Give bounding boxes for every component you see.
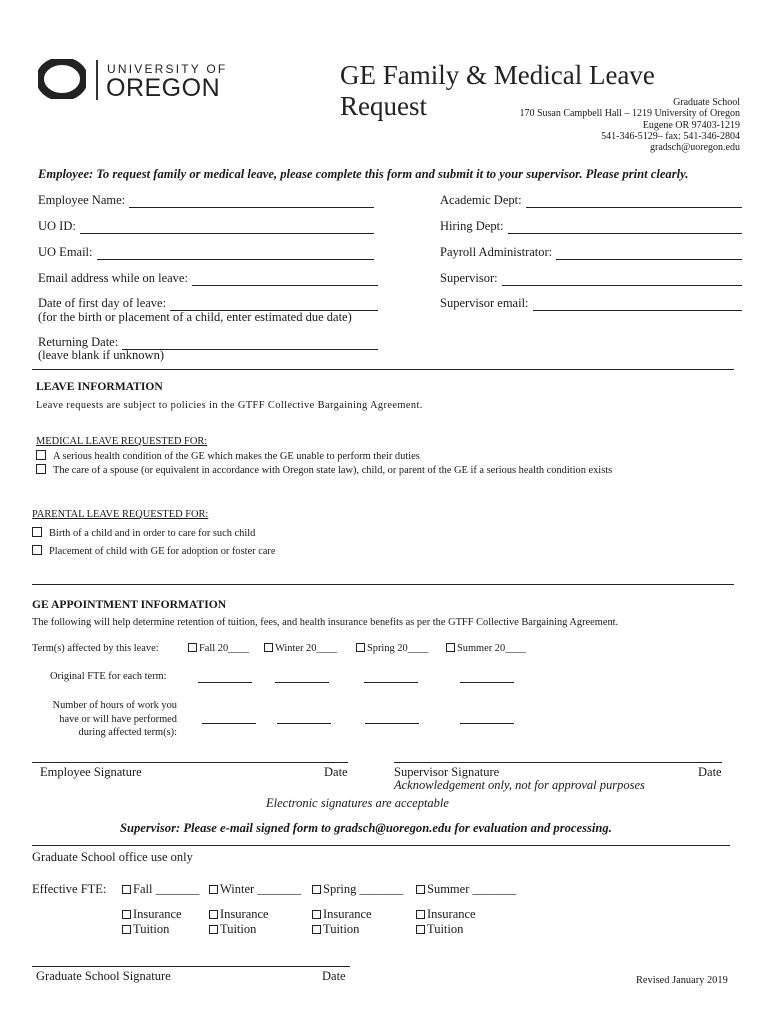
checkbox[interactable] [32,527,42,537]
checkbox[interactable] [312,910,321,919]
supervisor-email-note: Supervisor: Please e-mail signed form to gradsch@uoregon.edu for evaluation and processing. [120,821,612,835]
hours-label-line: Number of hours of work you [52,700,177,711]
winter-tuition[interactable] [209,922,256,937]
checkbox[interactable] [36,464,46,474]
hours-label-line: during affected term(s): [78,727,177,738]
checkbox[interactable] [416,910,425,919]
fte-spring-blank[interactable] [364,673,418,683]
term-label: Summer 20____ [457,643,526,654]
checkbox[interactable] [122,885,131,894]
office-term-spring[interactable] [312,882,403,897]
hours-fall-blank[interactable] [202,714,256,724]
first-day-note: (for the birth or placement of a child, enter estimated due date) [38,310,352,324]
uo-email-field[interactable] [38,245,374,260]
returning-note: (leave blank if unknown) [38,348,165,362]
appointment-text: The following will help determine retention of tuition, fees, and health insurance benefits as per the GTFF Collective Bargaining Agreement. [32,617,619,628]
fall-insurance[interactable] [122,907,182,922]
tuition-label: Tuition [133,922,170,936]
office-use-heading: Graduate School office use only [32,850,193,864]
supervisor-signature-line[interactable] [394,762,722,763]
employee-signature-label: Employee Signature [40,765,142,779]
parental-option-1[interactable] [32,527,255,539]
payroll-admin-field[interactable] [440,245,742,260]
address-line: 170 Susan Campbell Hall – 1219 University of Oregon [519,108,740,120]
academic-dept-field[interactable] [440,193,742,208]
returning-date-label: Returning Date: [38,335,119,349]
hours-summer-blank[interactable] [460,714,514,724]
address-line: gradsch@uoregon.edu [649,142,740,154]
first-day-label: Date of first day of leave: [38,296,167,310]
supervisor-email-field[interactable] [440,296,742,311]
uo-email-label: UO Email: [38,245,93,259]
electronic-note: Electronic signatures are acceptable [266,796,449,810]
logo-university-of: UNIVERSITY OF [107,62,228,76]
academic-dept-label: Academic Dept: [440,193,522,207]
insurance-label: Insurance [323,907,372,921]
employee-name-field[interactable] [38,193,374,208]
logo-divider [96,60,98,100]
uo-id-field[interactable] [38,219,374,234]
supervisor-field[interactable] [440,271,742,286]
email-on-leave-line[interactable] [192,276,378,286]
insurance-label: Insurance [133,907,182,921]
instructions: Employee: To request family or medical leave, please complete this form and submit it to your supervisor. Please print clearly. [38,167,689,181]
term-summer[interactable] [446,643,526,654]
effective-fte-label: Effective FTE: [32,882,107,896]
term-label: Spring 20____ [367,643,429,654]
term-fall[interactable] [188,643,249,654]
email-on-leave-field[interactable] [38,271,378,286]
address-line: Graduate School [673,97,740,108]
checkbox[interactable] [122,925,131,934]
office-term-label: Spring _______ [323,882,404,896]
uo-id-line[interactable] [80,224,374,234]
checkbox[interactable] [32,545,42,555]
parental-leave-heading: PARENTAL LEAVE REQUESTED FOR: [32,509,209,520]
logo-oregon: OREGON [106,74,221,102]
checkbox[interactable] [416,925,425,934]
grad-school-signature-label: Graduate School Signature [36,969,171,983]
hours-label [32,699,177,740]
winter-insurance[interactable] [209,907,269,922]
hiring-dept-label: Hiring Dept: [440,219,504,233]
parental-option-label: Birth of a child and in order to care for such child [49,528,256,539]
checkbox[interactable] [188,643,197,652]
page-title: GE Family & Medical Leave Request [340,60,655,121]
fte-fall-blank[interactable] [198,673,252,683]
fall-tuition[interactable] [122,922,169,937]
fte-summer-blank[interactable] [460,673,514,683]
employee-signature-line[interactable] [32,762,348,763]
office-term-winter[interactable] [209,882,301,897]
academic-dept-line[interactable] [526,198,742,208]
spring-tuition[interactable] [312,922,359,937]
term-label: Fall 20____ [199,643,249,654]
checkbox[interactable] [209,925,218,934]
payroll-admin-label: Payroll Administrator: [440,245,553,259]
medical-option-1[interactable] [36,450,420,462]
supervisor-email-label: Supervisor email: [440,296,529,310]
spring-insurance[interactable] [312,907,372,922]
checkbox[interactable] [209,910,218,919]
payroll-admin-line[interactable] [556,250,742,260]
term-winter[interactable] [264,643,337,654]
uo-o-logo-icon [38,59,86,99]
hours-winter-blank[interactable] [277,714,331,724]
checkbox[interactable] [446,643,455,652]
medical-option-2[interactable] [36,464,612,476]
office-term-fall[interactable] [122,882,199,897]
checkbox[interactable] [209,885,218,894]
office-term-summer[interactable] [416,882,516,897]
medical-option-label: The care of a spouse (or equivalent in accordance with Oregon state law), child, or parent of the GE if a serious health condition exists [53,465,613,476]
fte-winter-blank[interactable] [275,673,329,683]
first-day-field[interactable] [38,296,378,311]
checkbox[interactable] [356,643,365,652]
medical-leave-heading: MEDICAL LEAVE REQUESTED FOR: [36,436,208,447]
checkbox[interactable] [36,450,46,460]
uo-id-label: UO ID: [38,219,76,233]
divider [32,369,734,370]
supervisor-signature-label: Supervisor Signature [394,765,500,779]
grad-school-signature-line[interactable] [32,966,350,967]
summer-insurance[interactable] [416,907,476,922]
terms-label: Term(s) affected by this leave: [32,643,159,654]
grad-school-date-label: Date [322,969,346,983]
tuition-label: Tuition [220,922,257,936]
divider [32,584,734,585]
divider [32,845,730,846]
email-on-leave-label: Email address while on leave: [38,271,188,285]
leave-info-text: Leave requests are subject to policies in the GTFF Collective Bargaining Agreement. [36,400,423,411]
supervisor-email-line[interactable] [533,301,742,311]
hiring-dept-line[interactable] [508,224,742,234]
leave-info-heading: LEAVE INFORMATION [36,380,163,393]
parental-option-label: Placement of child with GE for adoption or foster care [49,546,276,557]
parental-option-2[interactable] [32,545,276,557]
employee-date-label: Date [324,765,348,779]
term-label: Winter 20____ [275,643,338,654]
checkbox[interactable] [122,910,131,919]
uo-email-line[interactable] [97,250,374,260]
checkbox[interactable] [264,643,273,652]
employee-name-label: Employee Name: [38,193,126,207]
checkbox[interactable] [312,885,321,894]
fte-label: Original FTE for each term: [50,671,167,682]
hiring-dept-field[interactable] [440,219,742,234]
address-line: 541-346-5129– fax: 541-346-2804 [601,130,740,142]
tuition-label: Tuition [427,922,464,936]
summer-tuition[interactable] [416,922,463,937]
office-term-label: Fall _______ [133,882,200,896]
acknowledgement-note: Acknowledgement only, not for approval purposes [394,778,645,792]
term-spring[interactable] [356,643,428,654]
address-block [519,97,740,153]
hours-label-line: have or will have performed [59,713,177,725]
address-line: Eugene OR 97403-1219 [642,119,740,131]
supervisor-line[interactable] [502,276,742,286]
office-term-label: Winter _______ [220,882,302,896]
checkbox[interactable] [312,925,321,934]
supervisor-date-label: Date [698,765,722,779]
insurance-label: Insurance [220,907,269,921]
insurance-label: Insurance [427,907,476,921]
revised-note: Revised January 2019 [636,975,728,986]
office-term-label: Summer _______ [427,882,517,896]
medical-option-label: A serious health condition of the GE which makes the GE unable to perform their duties [53,451,420,462]
hours-spring-blank[interactable] [365,714,419,724]
supervisor-label: Supervisor: [440,271,498,285]
appointment-heading: GE APPOINTMENT INFORMATION [32,598,227,611]
employee-name-line[interactable] [129,198,374,208]
checkbox[interactable] [416,885,425,894]
tuition-label: Tuition [323,922,360,936]
